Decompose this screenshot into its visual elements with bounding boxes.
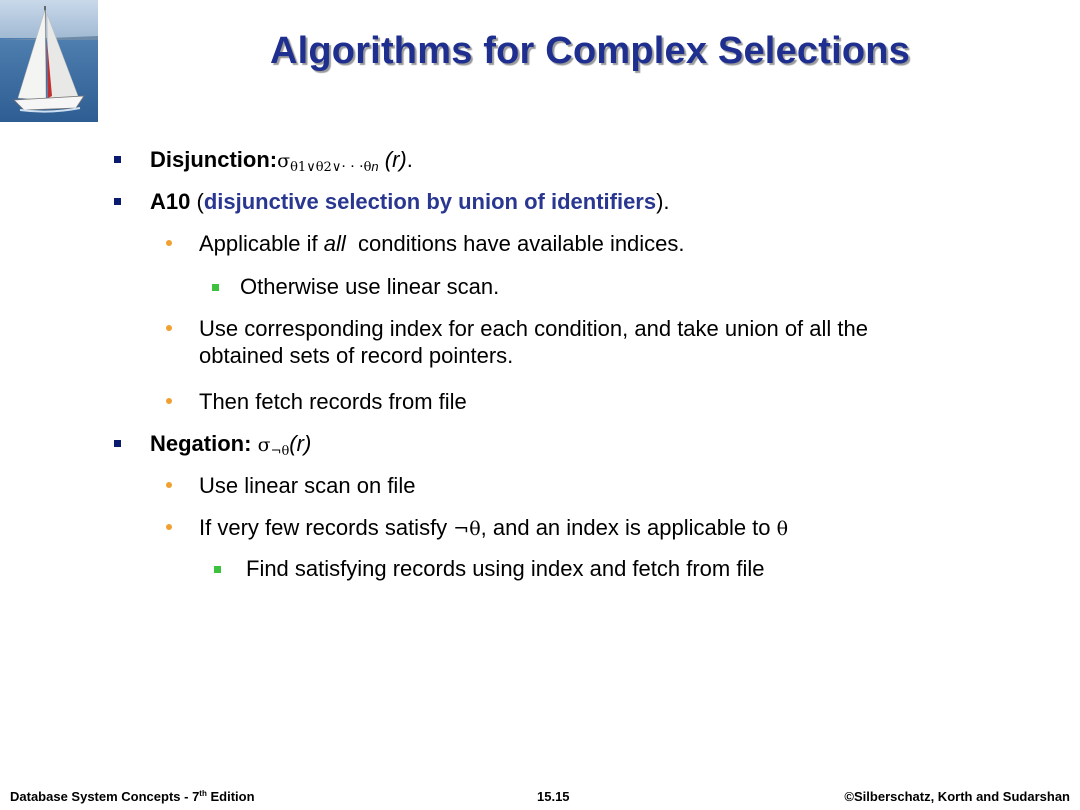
- bullet-dot: [166, 325, 172, 331]
- bullet-use-index-line1: Use corresponding index for each condition, and take union of all the: [199, 316, 868, 341]
- applicable-em: all: [323, 231, 346, 256]
- bullet-square-green: [212, 284, 219, 291]
- applicable-pre: Applicable if: [199, 231, 324, 256]
- footer-page-number: 15.15: [537, 789, 570, 804]
- or-symbol-1: ∨: [306, 160, 316, 175]
- bullet-square: [114, 440, 121, 447]
- not-theta-subscript: ¬θ: [270, 444, 290, 459]
- bullet-negation: [150, 431, 311, 465]
- relation-arg: (r): [384, 147, 407, 172]
- bullet-square: [114, 156, 121, 163]
- bullet-few-records: [199, 515, 788, 542]
- footer-left-sup: th: [199, 789, 207, 798]
- bullet-dot: [166, 398, 172, 404]
- footer-copyright: ©Silberschatz, Korth and Sudarshan: [844, 789, 1070, 804]
- thetan-subscript-n: n: [371, 159, 379, 174]
- or-symbol-2: ∨: [331, 160, 342, 175]
- bullet-find-satisfying: Find satisfying records using index and fetch from file: [246, 556, 765, 581]
- theta-symbol: θ: [776, 518, 789, 540]
- a10-label: A10: [150, 189, 191, 214]
- bullet-applicable: [199, 231, 685, 257]
- relation-arg: (r): [289, 431, 312, 456]
- bullet-linear-scan: Use linear scan on file: [199, 473, 416, 498]
- footer-left-edition: Edition: [206, 789, 255, 804]
- sailboat-logo: [0, 0, 98, 122]
- a10-open: (: [190, 189, 204, 214]
- footer-left-text: Database System Concepts - 7: [10, 789, 200, 804]
- bullet-otherwise: Otherwise use linear scan.: [240, 274, 500, 299]
- bullet-square-green: [214, 566, 221, 573]
- slide-title: Algorithms for Complex Selections: [269, 30, 911, 72]
- theta2-subscript: θ2: [315, 160, 332, 175]
- bullet-dot: [166, 482, 172, 488]
- footer-left: [10, 789, 255, 804]
- bullet-disjunction: [150, 147, 413, 181]
- bullet-dot: [166, 524, 172, 530]
- bullet-dot: [166, 240, 172, 246]
- a10-close: ).: [656, 189, 670, 214]
- ellipsis: . . .: [341, 154, 364, 171]
- negation-label: Negation:: [150, 431, 252, 456]
- period: .: [406, 147, 413, 172]
- sigma-symbol: σ: [257, 434, 271, 456]
- disjunction-label: Disjunction:: [150, 147, 278, 172]
- bullet-square: [114, 198, 121, 205]
- thetan-subscript-theta: θ: [363, 160, 372, 175]
- a10-description: disjunctive selection by union of identifiers: [203, 189, 657, 214]
- not-theta-symbol: ¬θ: [453, 518, 481, 540]
- few-records-pre: If very few records satisfy: [199, 515, 454, 540]
- sigma-symbol: σ: [277, 150, 291, 172]
- few-records-mid: , and an index is applicable to: [480, 515, 777, 540]
- bullet-fetch: Then fetch records from file: [199, 389, 467, 414]
- applicable-post: conditions have available indices.: [345, 231, 685, 256]
- theta1-subscript: θ1: [290, 160, 307, 175]
- bullet-a10: [150, 189, 670, 215]
- bullet-use-index-line2: obtained sets of record pointers.: [199, 343, 514, 368]
